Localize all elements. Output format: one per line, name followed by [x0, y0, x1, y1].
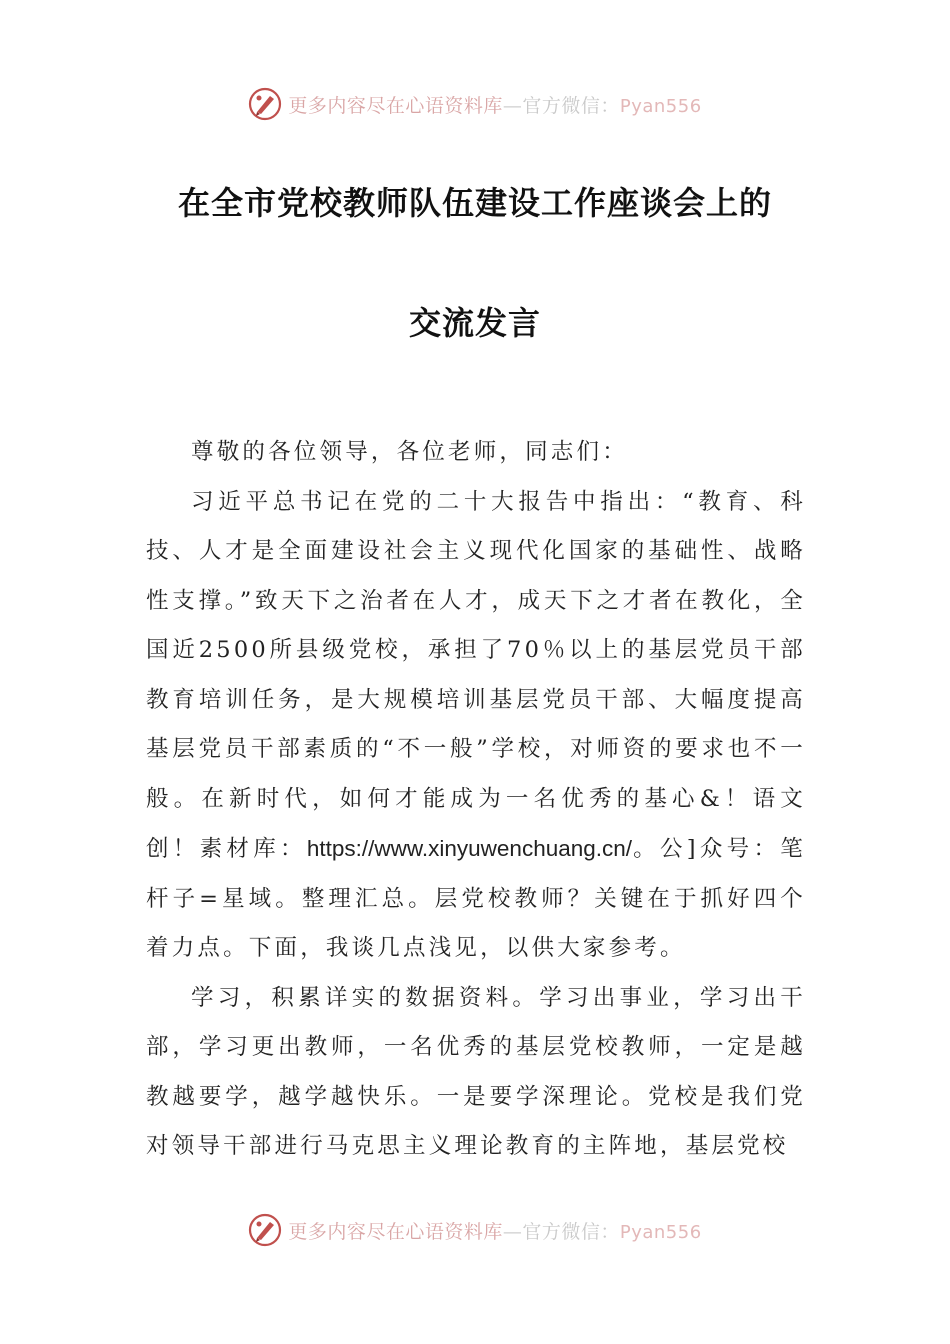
header-banner: [0, 84, 950, 124]
greeting-paragraph: 尊敬的各位领导，各位老师，同志们：: [191, 439, 628, 465]
pen-nib-logo-icon: [248, 1213, 282, 1247]
document-body: [146, 428, 806, 1172]
document-title-line-2: 交流发言: [408, 304, 541, 342]
banner-text: 更多内容尽在心语资料库—官方微信：Pyan556: [288, 94, 702, 117]
source-url: https://www.xinyuwenchuang.cn/: [306, 836, 633, 861]
footer-banner: [0, 1210, 950, 1250]
paragraph-1: 习近平总书记在党的二十大报告中指出：“教育、科技、人才是全面建设社会主义现代化国家的基础性、战略性支撑。”致天下之治者在人才，成天下之才者在教化，全国近2500所县级党校，承担了70％以上的基层党员干部教育培训任务，是大规模培训基层党员干部、大幅度提高基层党员干部素质的“不一般”学校，对师资的要求也不一般。在新时代，如何才能成为一名优秀的基心&！语文创！素材库：https://www.xinyuwenchuang.cn/。公]众号：笔杆子=星域。整理汇总。层党校教师？关键在于抓好四个着力点。下面，我谈几点浅见，以供大家参考。: [146, 488, 806, 961]
document-title-line-1: 在全市党校教师队伍建设工作座谈会上的: [177, 184, 772, 222]
paragraph-2: 学习，积累详实的数据资料。学习出事业，学习出干部，学习更出教师，一名优秀的基层党校教师，一定是越教越要学，越学越快乐。一是要学深理论。党校是我们党对领导干部进行马克思主义理论教育的主阵地，基层党校: [146, 984, 806, 1159]
pen-nib-logo-icon: [248, 87, 282, 121]
banner-text: 更多内容尽在心语资料库—官方微信：Pyan556: [288, 1220, 702, 1243]
